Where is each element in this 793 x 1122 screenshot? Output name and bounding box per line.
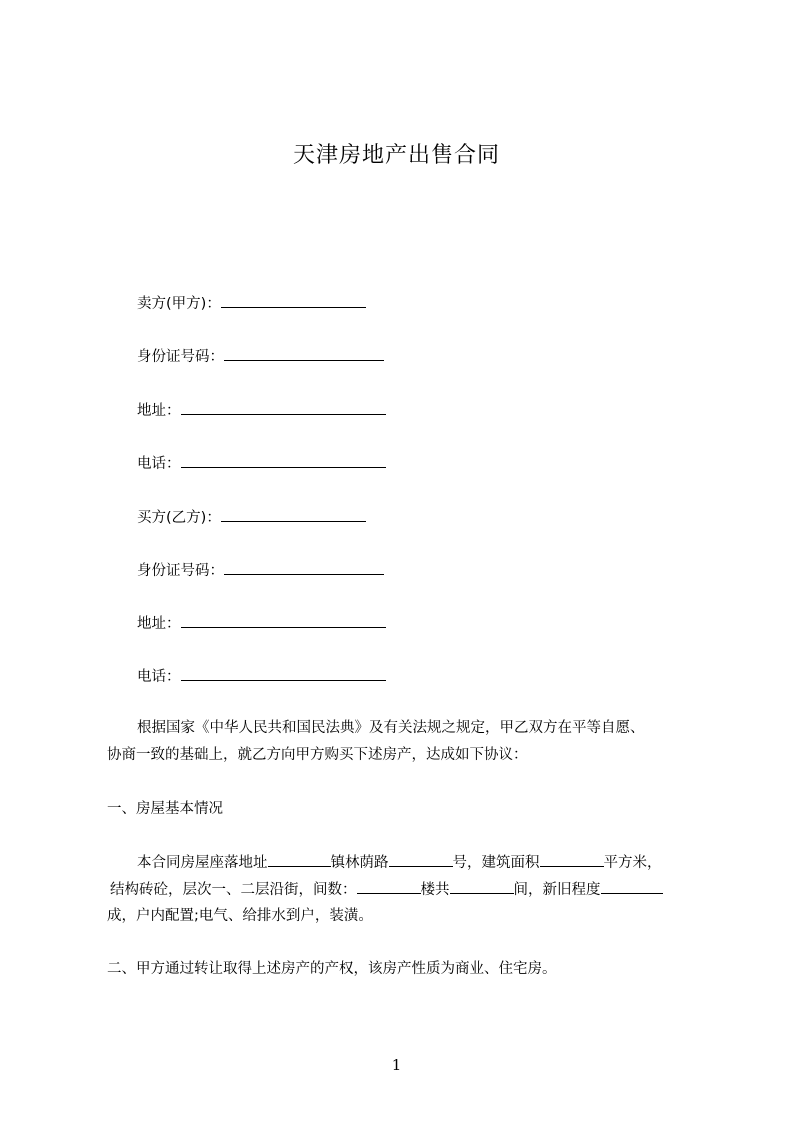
buyer-address-blank xyxy=(181,612,386,628)
seller-blank xyxy=(221,292,366,308)
seller-id-label: 身份证号码： xyxy=(137,349,224,365)
document-title: 天津房地产出售合同 xyxy=(292,143,500,168)
section-1-line-3: 成，户内配置;电气、给排水到户，装潢。 xyxy=(107,908,373,924)
seller-phone-label: 电话： xyxy=(137,456,181,472)
rooms-blank xyxy=(357,879,421,894)
buyer-phone-field xyxy=(137,665,386,687)
room-count-blank xyxy=(450,879,514,894)
area-blank xyxy=(540,852,604,867)
house-number-blank xyxy=(389,852,453,867)
seller-id-field xyxy=(137,345,384,367)
seller-id-blank xyxy=(224,345,384,361)
town-blank xyxy=(268,852,331,867)
intro-line-2: 协商一致的基础上，就乙方向甲方购买下述房产，达成如下协议： xyxy=(107,747,528,763)
buyer-id-field xyxy=(137,559,384,581)
page-number: 1 xyxy=(391,1056,402,1074)
s1-road-label: 镇林荫路 xyxy=(330,855,389,871)
buyer-label: 买方(乙方)： xyxy=(137,510,221,526)
intro-line-1: 根据国家《中华人民共和国民法典》及有关法规之规定，甲乙双方在平等自愿、 xyxy=(137,720,645,736)
seller-address-blank xyxy=(181,399,386,415)
seller-address-label: 地址： xyxy=(137,403,181,419)
buyer-address-field xyxy=(137,612,386,634)
s1-structure-label: 结构砖砼，层次一、二层沿街，间数： xyxy=(110,882,357,898)
buyer-field xyxy=(137,506,366,528)
s1-area-label: 号，建筑面积 xyxy=(452,855,540,871)
seller-address-field xyxy=(137,399,386,421)
seller-field xyxy=(137,292,366,314)
buyer-address-label: 地址： xyxy=(137,616,181,632)
section-1-line-1 xyxy=(137,852,662,873)
s1-condition-label: 间，新旧程度 xyxy=(513,882,601,898)
seller-label: 卖方(甲方)： xyxy=(137,296,221,312)
seller-phone-blank xyxy=(181,452,386,468)
section-1-heading: 一、房屋基本情况 xyxy=(107,801,223,817)
section-1-line-2 xyxy=(110,879,663,900)
condition-blank xyxy=(601,879,663,894)
seller-phone-field xyxy=(137,452,386,474)
buyer-blank xyxy=(221,506,366,522)
buyer-id-label: 身份证号码： xyxy=(137,563,224,579)
buyer-id-blank xyxy=(224,559,384,575)
s1-unit-label: 平方米， xyxy=(603,855,662,871)
buyer-phone-label: 电话： xyxy=(137,669,181,685)
s1-address-label: 本合同房屋座落地址 xyxy=(137,855,268,871)
s1-building-label: 楼共 xyxy=(420,882,450,898)
buyer-phone-blank xyxy=(181,665,386,681)
section-2-paragraph: 二、甲方通过转让取得上述房产的产权，该房产性质为商业、住宅房。 xyxy=(107,961,557,977)
